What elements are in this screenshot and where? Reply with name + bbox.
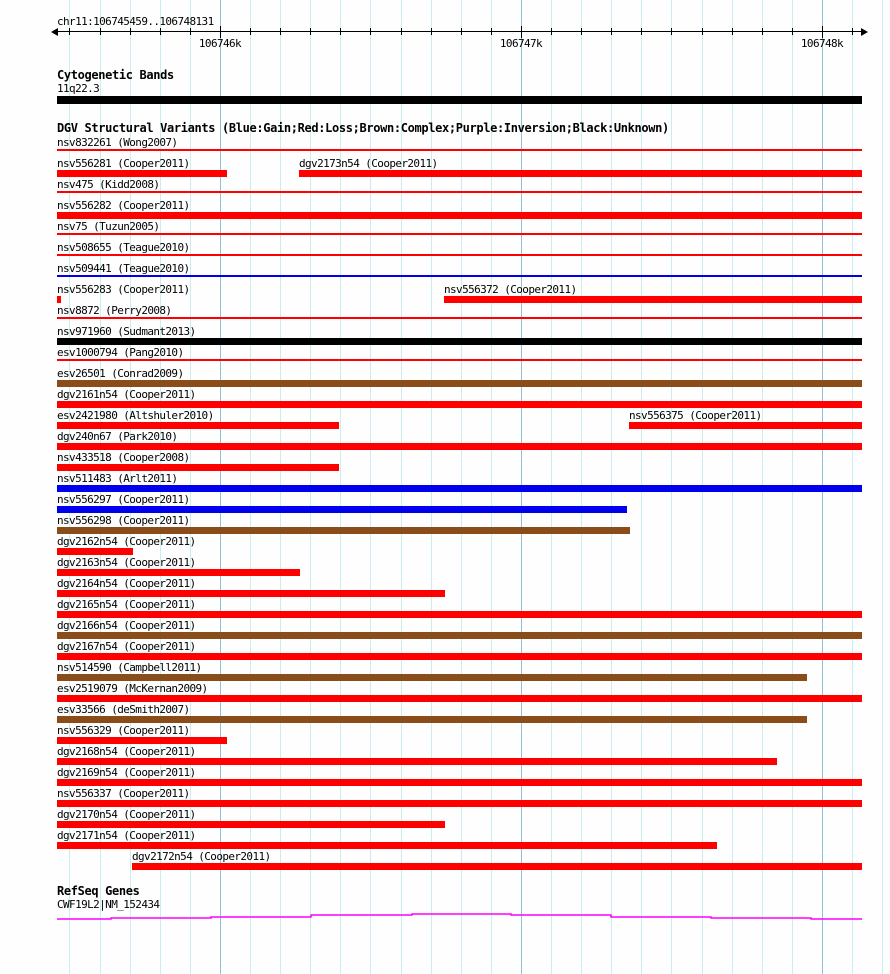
variant-label[interactable]: nsv556298 (Cooper2011) [57,514,190,527]
variant-bar[interactable] [57,674,807,681]
variant-bar[interactable] [57,359,862,361]
variant-label[interactable]: dgv2171n54 (Cooper2011) [57,829,196,842]
variant-bar[interactable] [57,191,862,193]
variant-bar[interactable] [57,485,862,492]
variant-label[interactable]: esv2421980 (Altshuler2010) [57,409,214,422]
variant-bar[interactable] [57,506,627,513]
variant-label[interactable]: esv33566 (deSmith2007) [57,703,190,716]
variant-bar[interactable] [57,212,862,219]
variant-label[interactable]: nsv433518 (Cooper2008) [57,451,190,464]
variant-bar[interactable] [444,296,862,303]
ruler-minor-tick [280,28,281,35]
variant-label[interactable]: nsv511483 (Arlt2011) [57,472,178,485]
refseq-track-header: RefSeq Genes [57,884,140,898]
ruler-minor-tick [792,28,793,35]
variant-label[interactable]: nsv832261 (Wong2007) [57,136,178,149]
ruler-minor-tick [69,28,70,35]
ruler-minor-tick [641,28,642,35]
variant-bar[interactable] [57,653,862,660]
variant-bar[interactable] [132,863,862,870]
variant-label[interactable]: dgv2170n54 (Cooper2011) [57,808,196,821]
variant-label[interactable]: esv1000794 (Pang2010) [57,346,184,359]
variant-bar[interactable] [57,170,227,177]
variant-label[interactable]: nsv556297 (Cooper2011) [57,493,190,506]
ruler-tick-label: 106748k [800,37,844,50]
variant-label[interactable]: esv2519079 (McKernan2009) [57,682,208,695]
ruler-line [57,31,862,32]
variant-label[interactable]: nsv509441 (Teague2010) [57,262,190,275]
variant-bar[interactable] [57,611,862,618]
variant-label[interactable]: dgv2163n54 (Cooper2011) [57,556,196,569]
variant-bar[interactable] [57,842,717,849]
cytogenetic-band-bar[interactable] [57,96,862,104]
variant-label[interactable]: dgv2166n54 (Cooper2011) [57,619,196,632]
dgv-track-header: DGV Structural Variants (Blue:Gain;Red:Loss;Brown:Complex;Purple:Inversion;Black:Unknown) [57,121,669,135]
ruler-tick-label: 106747k [499,37,543,50]
variant-bar[interactable] [57,737,227,744]
region-coordinates-label: chr11:106745459..106748131 [57,15,214,28]
variant-label[interactable]: dgv2173n54 (Cooper2011) [299,157,438,170]
cytogenetic-band-label[interactable]: 11q22.3 [57,82,100,95]
variant-bar[interactable] [57,779,862,786]
variant-bar[interactable] [57,800,862,807]
variant-bar[interactable] [57,464,339,471]
variant-label[interactable]: nsv8872 (Perry2008) [57,304,172,317]
variant-label[interactable]: dgv2164n54 (Cooper2011) [57,577,196,590]
variant-label[interactable]: nsv556282 (Cooper2011) [57,199,190,212]
ruler-minor-tick [702,28,703,35]
ruler-minor-tick [732,28,733,35]
variant-label[interactable]: nsv556283 (Cooper2011) [57,283,190,296]
ruler-minor-tick [130,28,131,35]
variant-bar[interactable] [57,275,862,277]
ruler-right-arrow-icon [861,28,868,36]
variant-bar[interactable] [57,443,862,450]
variant-label[interactable]: nsv75 (Tuzun2005) [57,220,160,233]
variant-label[interactable]: dgv2161n54 (Cooper2011) [57,388,196,401]
ruler-minor-tick [370,28,371,35]
variant-bar[interactable] [629,422,862,429]
ruler-tick-label: 106746k [198,37,242,50]
ruler-minor-tick [551,28,552,35]
variant-bar[interactable] [299,170,862,177]
variant-label[interactable]: nsv556372 (Cooper2011) [444,283,577,296]
ruler-minor-tick [611,28,612,35]
variant-bar[interactable] [57,149,862,151]
variant-label[interactable]: nsv514590 (Campbell2011) [57,661,202,674]
variant-bar[interactable] [57,821,445,828]
ruler-minor-tick [671,28,672,35]
variant-label[interactable]: dgv2169n54 (Cooper2011) [57,766,196,779]
ruler-minor-tick [340,28,341,35]
variant-bar[interactable] [57,527,630,534]
variant-bar[interactable] [57,716,807,723]
ruler-minor-tick [431,28,432,35]
variant-bar[interactable] [57,401,862,408]
variant-label[interactable]: nsv475 (Kidd2008) [57,178,160,191]
ruler-left-arrow-icon [51,28,58,36]
variant-label[interactable]: nsv556375 (Cooper2011) [629,409,762,422]
gridline-minor [882,0,883,974]
refseq-gene-label[interactable]: CWF19L2|NM_152434 [57,898,160,911]
ruler-minor-tick [581,28,582,35]
ruler-minor-tick [190,28,191,35]
variant-bar[interactable] [57,338,862,345]
ruler-minor-tick [491,28,492,35]
variant-label[interactable]: dgv2165n54 (Cooper2011) [57,598,196,611]
variant-bar[interactable] [57,422,339,429]
variant-bar[interactable] [57,233,862,235]
variant-label[interactable]: dgv240n67 (Park2010) [57,430,178,443]
cytogenetic-track-header: Cytogenetic Bands [57,68,174,82]
variant-bar[interactable] [57,632,862,639]
variant-bar[interactable] [57,380,862,387]
variant-bar[interactable] [57,758,777,765]
variant-bar[interactable] [57,548,133,555]
variant-label[interactable]: nsv556281 (Cooper2011) [57,157,190,170]
variant-bar[interactable] [57,317,862,319]
ruler-minor-tick [160,28,161,35]
variant-label[interactable]: dgv2172n54 (Cooper2011) [132,850,271,863]
variant-bar[interactable] [57,590,445,597]
variant-bar[interactable] [57,254,862,256]
ruler-minor-tick [401,28,402,35]
variant-label[interactable]: nsv556337 (Cooper2011) [57,787,190,800]
variant-bar[interactable] [57,695,862,702]
ruler-minor-tick [852,28,853,35]
variant-label[interactable]: dgv2162n54 (Cooper2011) [57,535,196,548]
variant-label[interactable]: nsv971960 (Sudmant2013) [57,325,196,338]
ruler-minor-tick [310,28,311,35]
ruler-minor-tick [100,28,101,35]
variant-bar[interactable] [57,569,300,576]
ruler-minor-tick [461,28,462,35]
variant-label[interactable]: nsv556329 (Cooper2011) [57,724,190,737]
ruler-minor-tick [250,28,251,35]
ruler-minor-tick [762,28,763,35]
variant-label[interactable]: nsv508655 (Teague2010) [57,241,190,254]
variant-label[interactable]: esv26501 (Conrad2009) [57,367,184,380]
variant-label[interactable]: dgv2167n54 (Cooper2011) [57,640,196,653]
variant-bar[interactable] [57,296,61,303]
variant-label[interactable]: dgv2168n54 (Cooper2011) [57,745,196,758]
